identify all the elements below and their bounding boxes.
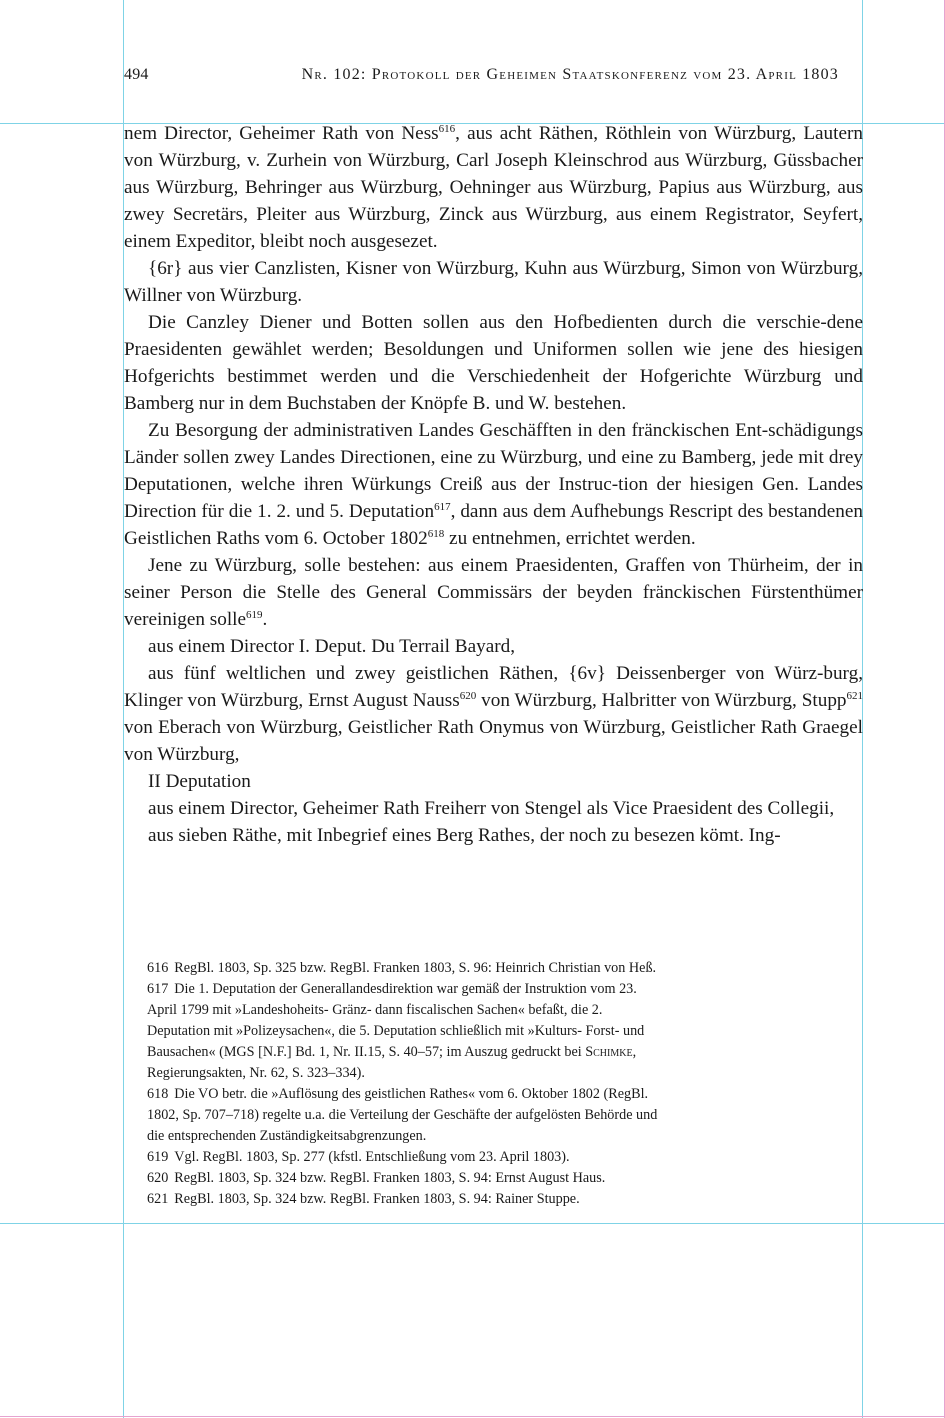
footnote-ref: 617 xyxy=(434,501,451,513)
footnote xyxy=(147,1189,669,1210)
footnote xyxy=(147,1147,669,1168)
margin-guide-bottom xyxy=(0,1223,945,1224)
paragraph xyxy=(124,552,863,633)
footnote-number: 617 xyxy=(147,981,169,997)
footnote-text: RegBl. 1803, Sp. 325 bzw. RegBl. Franken 1803, S. 96: Heinrich Christian von Heß. xyxy=(174,960,657,976)
footnote xyxy=(147,979,669,1084)
footnote-text: Vgl. RegBl. 1803, Sp. 277 (kfstl. Entschließung vom 23. April 1803). xyxy=(174,1149,570,1165)
footnote-number: 619 xyxy=(147,1149,169,1165)
section-heading: II Deputation xyxy=(148,771,251,792)
page-edge-guide-bottom xyxy=(0,1416,945,1417)
paragraph xyxy=(124,660,863,768)
paragraph: aus einem Director, Geheimer Rath Freiherr von Stengel als Vice Praesident des Collegii, xyxy=(148,798,835,819)
text-run: Jene zu Würzburg, solle bestehen: aus einem Praesidenten, Graffen von Thürheim, der in seiner Person die Stelle des General Commissärs der beyden fränckischen Fürstenthümer vereinigen solle xyxy=(124,555,863,630)
footnote-number: 620 xyxy=(147,1170,169,1186)
main-text xyxy=(124,120,863,849)
footnote xyxy=(147,1084,669,1147)
paragraph: aus einem Director I. Deput. Du Terrail Bayard, xyxy=(148,636,515,657)
paragraph: aus sieben Räthe, mit Inbegrief eines Berg Rathes, der noch zu besezen kömt. Ing- xyxy=(148,825,781,846)
text-run: aus fünf weltlichen und zwey geistlichen Räthen, {6v} Deissenberger von Würz-burg, Klinger von Würzburg, Ernst August Nauss xyxy=(124,663,863,711)
text-run: Zu Besorgung der administrativen Landes Geschäfften in den fränckischen Ent-schädigungs Länder sollen zwey Landes Directionen, eine zu Würzburg, und eine zu Bamberg, jede mit drey Deputationen, welche ihren Würkungs Creiß aus der Instruc-tion der hiesigen Gen. Landes Direction für die 1. 2. und 5. Deputation xyxy=(124,420,863,522)
paragraph: {6r} aus vier Canzlisten, Kisner von Würzburg, Kuhn aus Würzburg, Simon von Würzburg, Willner von Würzburg. xyxy=(124,258,863,306)
running-header xyxy=(124,66,839,90)
paragraph: Die Canzley Diener und Botten sollen aus den Hofbedienten durch die verschie-dene Praesidenten gewählet werden; Besoldungen und Uniformen sollen wie jene des hiesigen Hofgerichts bestimmet werden und die Verschiedenheit der Hofgerichte Würzburg und Bamberg nur in dem Buchstaben der Knöpfe B. und W. bestehen. xyxy=(124,312,863,414)
paragraph xyxy=(124,120,863,255)
footnote xyxy=(147,1168,669,1189)
footnote-text: RegBl. 1803, Sp. 324 bzw. RegBl. Franken 1803, S. 94: Rainer Stuppe. xyxy=(174,1191,580,1207)
footnote-ref: 618 xyxy=(427,528,445,540)
text-run: von Würzburg, Halbritter von Würzburg, Stupp xyxy=(476,690,847,711)
author-name: Schimke xyxy=(585,1044,633,1060)
footnote-number: 618 xyxy=(147,1086,169,1102)
text-run: , dann aus dem Aufhebungs Rescript des bestandenen Geistlichen Raths vom 6. October 1802 xyxy=(124,501,863,549)
footnote xyxy=(147,958,669,979)
footnote-ref: 621 xyxy=(846,690,864,702)
footnote-number: 616 xyxy=(147,960,169,976)
paragraph xyxy=(124,417,863,552)
text-run: , aus acht Räthen, Röthlein von Würzburg, Lautern von Würzburg, v. Zurhein von Würzburg, Carl Joseph Kleinschrod aus Würzburg, Güssbacher aus Würzburg, Behringer aus Würzburg, Oehninger aus Würzburg, Papius aus Würzburg, aus zwey Secretärs, Pleiter aus Würzburg, Zinck aus Würzburg, aus einem Registrator, Seyfert, einem Expeditor, bleibt noch ausgesezet. xyxy=(124,123,863,252)
footnotes xyxy=(147,958,669,1210)
page-number: 494 xyxy=(124,66,149,83)
text-run: von Eberach von Würzburg, Geistlicher Rath Onymus von Würzburg, Geistlicher Rath Graegel von Würzburg, xyxy=(124,717,863,765)
footnote-ref: 619 xyxy=(246,609,263,621)
footnote-ref: 620 xyxy=(459,690,477,702)
footnote-text: Die 1. Deputation der Generallandesdirektion war gemäß der Instruktion vom 23. April 1799 mit »Landeshoheits- Gränz- dann fiscalischen Sachen« befaßt, die 2. Deputation mit »Polizeysachen«, die 5. Deputation schließlich mit »Kulturs- Forst- und Bausachen« (MGS [N.F.] Bd. 1, Nr. II.15, S. 40–57; im Auszug gedruckt bei xyxy=(147,981,645,1060)
text-run: nem Director, Geheimer Rath von Ness xyxy=(124,123,439,144)
footnote-text: Die VO betr. die »Auflösung des geistlichen Rathes« vom 6. Oktober 1802 (RegBl. 1802, Sp. 707–718) regelte u.a. die Verteilung der Geschäfte der aufgelösten Behörde und die entsprechenden Zuständigkeitsabgrenzungen. xyxy=(147,1086,658,1144)
running-title: Nr. 102: Protokoll der Geheimen Staatskonferenz vom 23. April 1803 xyxy=(301,66,839,83)
footnote-number: 621 xyxy=(147,1191,169,1207)
text-run: . xyxy=(262,609,268,630)
footnote-text: RegBl. 1803, Sp. 324 bzw. RegBl. Franken 1803, S. 94: Ernst August Haus. xyxy=(174,1170,606,1186)
footnote-ref: 616 xyxy=(438,123,456,135)
footnote-text: , Regierungsakten, Nr. 62, S. 323–334). xyxy=(147,1044,637,1081)
text-run: zu entnehmen, errichtet werden. xyxy=(444,528,696,549)
